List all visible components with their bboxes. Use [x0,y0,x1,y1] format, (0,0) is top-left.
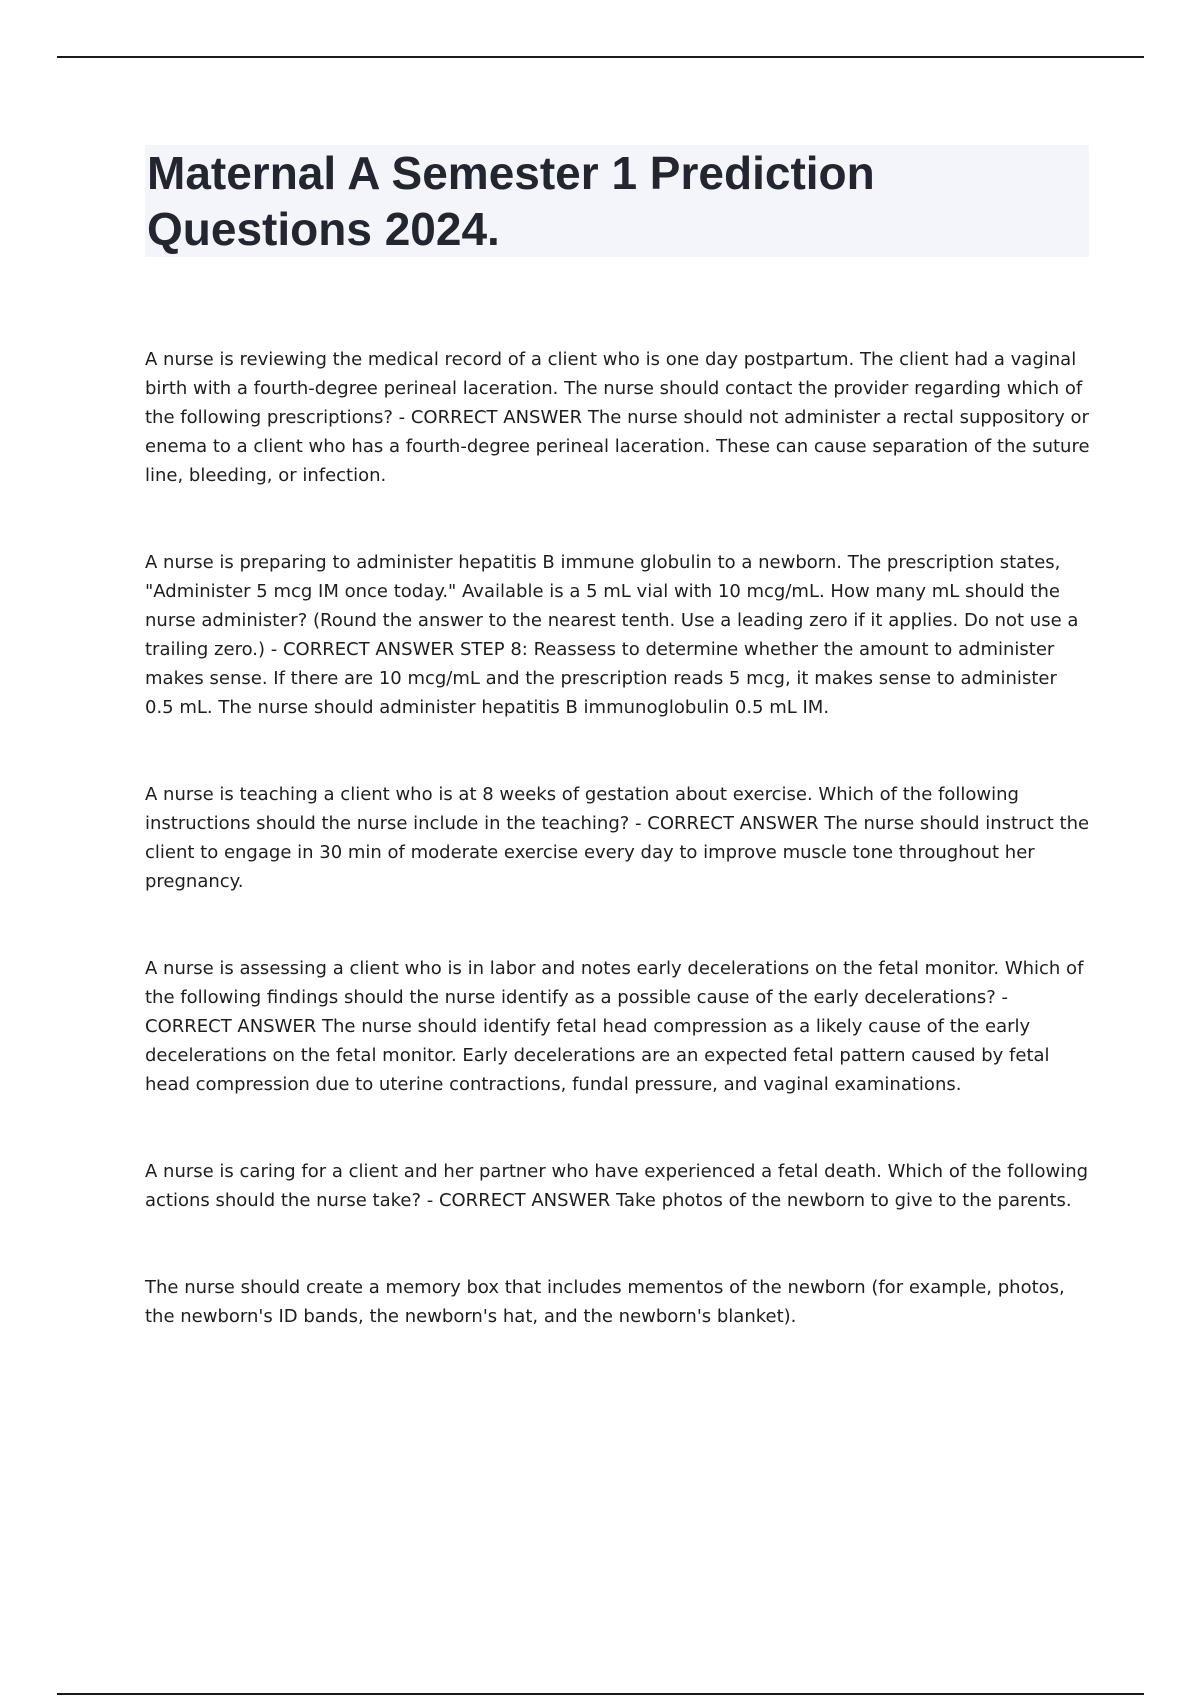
question-paragraph-5: A nurse is caring for a client and her partner who have experienced a fetal death. Which of the following actions should the nurse take? - CORRECT ANSWER Take photos of the newborn to give to the parents. [145,1161,1089,1211]
question-paragraph-2: A nurse is preparing to administer hepatitis B immune globulin to a newborn. The prescription states, "Administer 5 mcg IM once today." Available is a 5 mL vial with 10 mcg/mL. How many mL should the nurse administer? (Round the answer to the nearest tenth. Use a leading zero if it applies. Do not use a trailing zero.) - CORRECT ANSWER STEP 8: Reassess to determine whether the amount to administer makes sense. If there are 10 mcg/mL and the prescription reads 5 mcg, it makes sense to administer 0.5 mL. The nurse should administer hepatitis B immunoglobulin 0.5 mL IM. [145,552,1079,718]
answer-paragraph-6: The nurse should create a memory box that includes mementos of the newborn (for example, photos, the newborn's ID bands, the newborn's hat, and the newborn's blanket). [145,1277,1065,1327]
document-body [145,345,1090,1331]
title-banner [145,145,1089,257]
top-rule [57,56,1144,58]
bottom-rule [57,1693,1144,1695]
document-title: Maternal A Semester 1 Prediction Questions 2024. [147,147,875,255]
question-paragraph-3: A nurse is teaching a client who is at 8 weeks of gestation about exercise. Which of the following instructions should the nurse include in the teaching? - CORRECT ANSWER The nurse should instruct the client to engage in 30 min of moderate exercise every day to improve muscle tone throughout her pregnancy. [145,784,1090,892]
question-paragraph-1: A nurse is reviewing the medical record of a client who is one day postpartum. The client had a vaginal birth with a fourth-degree perineal laceration. The nurse should contact the provider regarding which of the following prescriptions? - CORRECT ANSWER The nurse should not administer a rectal suppository or enema to a client who has a fourth-degree perineal laceration. These can cause separation of the suture line, bleeding, or infection. [145,349,1090,486]
question-paragraph-4: A nurse is assessing a client who is in labor and notes early decelerations on the fetal monitor. Which of the following findings should the nurse identify as a possible cause of the early decelerations? - CORRECT ANSWER The nurse should identify fetal head compression as a likely cause of the early decelerations on the fetal monitor. Early decelerations are an expected fetal pattern caused by fetal head compression due to uterine contractions, fundal pressure, and vaginal examinations. [145,958,1084,1095]
